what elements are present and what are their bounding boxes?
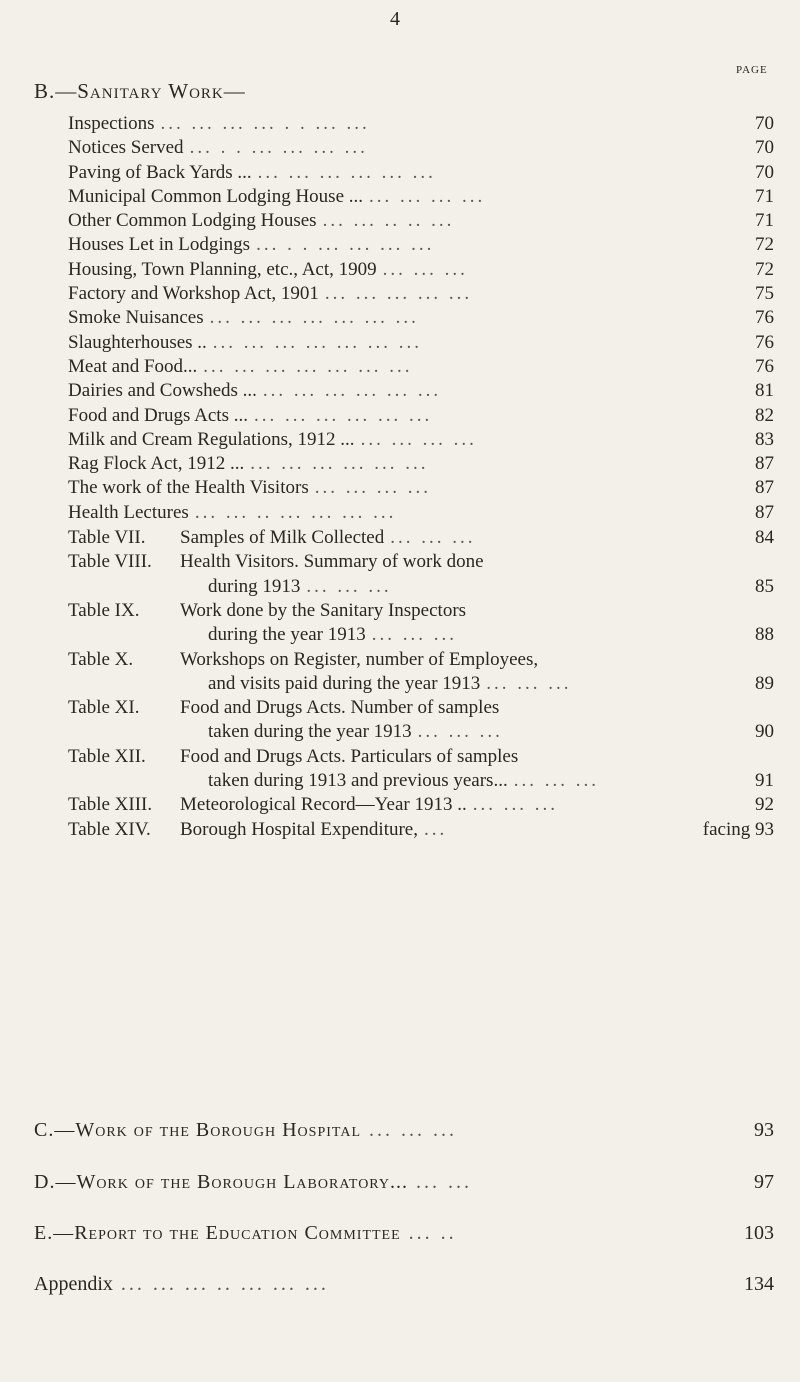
toc-entry[interactable]	[68, 380, 774, 404]
entry-label: Inspections	[68, 113, 155, 134]
toc-entry[interactable]	[68, 283, 774, 307]
table-entry-line	[180, 672, 774, 696]
page-ref: 93	[754, 1119, 774, 1141]
table-entry-text: Borough Hospital Expenditure,	[180, 818, 418, 840]
table-entry-body	[180, 550, 774, 599]
dot-leader: ... ... ... ... ... ... ...	[209, 307, 419, 329]
table-entry[interactable]	[68, 648, 774, 697]
page-ref: 103	[744, 1222, 774, 1244]
dot-leader: ... ... ...	[306, 575, 392, 597]
table-entry-body	[180, 696, 774, 745]
table-entry[interactable]	[68, 696, 774, 745]
dot-leader: ... ... ... ... ... ... ...	[212, 331, 423, 353]
table-entry-body	[180, 648, 774, 697]
toc-entry[interactable]	[68, 307, 774, 331]
dot-leader: ... . . ... ... ... ...	[256, 234, 435, 256]
entry-label: Meat and Food...	[68, 355, 198, 377]
table-entry-line	[180, 599, 774, 623]
page-ref: 72	[755, 234, 774, 256]
toc-entry[interactable]	[68, 234, 774, 258]
page-ref: 87	[755, 501, 774, 523]
table-entry-body	[180, 599, 774, 648]
page-ref: 71	[755, 210, 774, 232]
dot-leader: ... ... ...	[417, 721, 503, 743]
entry-label: The work of the Health Visitors	[68, 477, 309, 499]
page-ref: 76	[755, 307, 774, 329]
dot-leader: ... ... ... ...	[360, 428, 477, 450]
dot-leader: ... ... ... ... ... ...	[262, 380, 442, 402]
entry-label: Health Lectures	[68, 501, 189, 523]
page-column-label: PAGE	[736, 64, 768, 76]
toc-entry[interactable]	[68, 137, 774, 161]
dot-leader: ... ..	[408, 1222, 457, 1244]
page-ref: 70	[755, 137, 774, 159]
table-entry[interactable]	[68, 550, 774, 599]
page-ref: 70	[755, 161, 774, 183]
table-entry-text: during 1913	[208, 575, 301, 597]
section-d[interactable]	[34, 1171, 774, 1194]
entry-label: Smoke Nuisances	[68, 307, 204, 329]
table-entry-text: Food and Drugs Acts. Number of samples	[180, 697, 500, 719]
entry-label: Houses Let in Lodgings	[68, 234, 251, 256]
table-entry-text: Workshops on Register, number of Employees,	[180, 648, 539, 670]
page-ref: 84	[755, 527, 774, 549]
toc-entry[interactable]	[68, 113, 774, 137]
dot-leader: ... ... ...	[369, 1119, 457, 1141]
toc-entry[interactable]	[68, 186, 774, 210]
table-number: Table VII.	[68, 527, 146, 549]
entry-label: Housing, Town Planning, etc., Act, 1909	[68, 258, 377, 280]
table-entry-line	[180, 623, 774, 647]
table-entry-text: Samples of Milk Collected	[180, 527, 385, 549]
section-label: C.—Work of the Borough Hospital	[34, 1119, 361, 1141]
toc-entry[interactable]	[68, 429, 774, 453]
dot-leader: ... ... ... ... ... ... ...	[203, 355, 413, 377]
table-entry-text: Work done by the Sanitary Inspectors	[180, 599, 467, 621]
table-entry-line	[180, 818, 774, 842]
dot-leader: ...	[424, 818, 448, 840]
table-entry-text: during the year 1913	[208, 624, 366, 646]
page-ref: 70	[755, 113, 774, 134]
table-entry-text: and visits paid during the year 1913	[208, 672, 481, 694]
page-ref: 91	[755, 770, 774, 792]
toc-entry[interactable]	[68, 162, 774, 186]
entry-label: Paving of Back Yards ...	[68, 161, 252, 183]
table-entry-line	[180, 550, 774, 574]
entry-label: Other Common Lodging Houses	[68, 210, 317, 232]
entry-label: Notices Served	[68, 137, 184, 159]
table-entry-line	[180, 696, 774, 720]
page-ref: 88	[755, 624, 774, 646]
table-number: Table XII.	[68, 745, 146, 767]
dot-leader: ... ... ... ... . . ... ...	[160, 113, 370, 134]
table-number: Table XIV.	[68, 818, 151, 840]
dot-leader: ... ... ...	[472, 794, 558, 816]
table-entry[interactable]	[68, 745, 774, 794]
page-ref: 76	[755, 355, 774, 377]
toc-entry[interactable]	[68, 356, 774, 380]
page-ref: 85	[755, 575, 774, 597]
table-entry-body	[180, 793, 774, 817]
dot-leader: ... ... ...	[382, 258, 468, 280]
table-entry-text: Food and Drugs Acts. Particulars of samples	[180, 745, 519, 767]
table-entry-line	[180, 769, 774, 793]
table-entry-body	[180, 745, 774, 794]
entry-label: Food and Drugs Acts ...	[68, 404, 248, 426]
page-ref: 75	[755, 283, 774, 305]
entry-label: Municipal Common Lodging House ...	[68, 185, 364, 207]
page-ref: facing 93	[702, 818, 774, 840]
dot-leader: ... . . ... ... ... ...	[189, 137, 368, 159]
table-entry-text: Health Visitors. Summary of work done	[180, 551, 484, 573]
table-entry-line	[180, 526, 774, 550]
page-ref: 92	[755, 794, 774, 816]
toc-entry[interactable]	[68, 259, 774, 283]
section-label: E.—Report to the Education Committee	[34, 1222, 401, 1244]
entry-label: Factory and Workshop Act, 1901	[68, 283, 319, 305]
page-ref: 87	[755, 453, 774, 475]
toc-entry[interactable]	[68, 405, 774, 429]
table-entry-line	[180, 720, 774, 744]
dot-leader: ... ... ...	[513, 770, 599, 792]
entry-label: Slaughterhouses ..	[68, 331, 207, 353]
dot-leader: ... ... ... ... ... ...	[250, 453, 429, 475]
table-entry[interactable]	[68, 599, 774, 648]
entry-label: Milk and Cream Regulations, 1912 ...	[68, 428, 355, 450]
table-entry[interactable]	[68, 526, 774, 550]
dot-leader: ... ... ...	[390, 527, 476, 549]
table-entry-text: Meteorological Record—Year 1913 ..	[180, 794, 467, 816]
appendix[interactable]	[34, 1273, 774, 1296]
page-ref: 97	[754, 1171, 774, 1193]
section-e[interactable]	[34, 1222, 774, 1245]
section-c[interactable]	[34, 1119, 774, 1142]
section-b-title: B.—Sanitary Work—	[34, 79, 246, 103]
table-entry-line	[180, 745, 774, 769]
page-number: 4	[390, 8, 400, 30]
table-entry-line	[180, 793, 774, 817]
page-ref: 90	[755, 721, 774, 743]
table-entry-line	[180, 648, 774, 672]
section-label: Appendix	[34, 1273, 113, 1295]
dot-leader: ... ... ...	[371, 624, 458, 646]
dot-leader: ... ... ... ...	[369, 185, 486, 207]
dot-leader: ... ... ... ... ...	[324, 283, 473, 305]
table-number: Table IX.	[68, 599, 140, 621]
toc-entry[interactable]	[68, 453, 774, 477]
entry-label: Rag Flock Act, 1912 ...	[68, 453, 245, 475]
dot-leader: ... ... .. .. ...	[322, 210, 455, 232]
page-ref: 89	[755, 672, 774, 694]
dot-leader: ... ... ... ...	[314, 477, 431, 499]
dot-leader: ... ... ... .. ... ... ...	[120, 1273, 329, 1295]
section-label: D.—Work of the Borough Laboratory...	[34, 1171, 408, 1193]
dot-leader: ... ... ... ... ... ...	[253, 404, 433, 426]
entry-label: Dairies and Cowsheds ...	[68, 380, 257, 402]
table-entry-body	[180, 818, 774, 842]
page-ref: 76	[755, 331, 774, 353]
toc-entry[interactable]	[68, 332, 774, 356]
dot-leader: ... ... ... ... ... ...	[257, 161, 436, 183]
toc-entry[interactable]	[68, 210, 774, 234]
section-b-entries	[68, 113, 774, 842]
page-ref: 83	[755, 428, 774, 450]
page-ref: 134	[744, 1273, 774, 1295]
table-entry[interactable]	[68, 793, 774, 817]
page-ref: 82	[755, 404, 774, 426]
table-entry-text: taken during 1913 and previous years...	[208, 770, 508, 792]
table-entry[interactable]	[68, 818, 774, 842]
table-number: Table X.	[68, 648, 134, 670]
page-ref: 87	[755, 477, 774, 499]
dot-leader: ... ...	[415, 1171, 472, 1193]
table-number: Table VIII.	[68, 551, 152, 573]
dot-leader: ... ... ...	[486, 672, 572, 694]
table-entry-text: taken during the year 1913	[208, 721, 412, 743]
page-ref: 71	[755, 185, 774, 207]
page-ref: 72	[755, 258, 774, 280]
dot-leader: ... ... .. ... ... ... ...	[194, 501, 397, 523]
table-number: Table XIII.	[68, 794, 153, 816]
toc-entry[interactable]	[68, 477, 774, 501]
table-number: Table XI.	[68, 697, 140, 719]
table-entry-body	[180, 526, 774, 550]
toc-entry[interactable]	[68, 502, 774, 526]
table-entry-line	[180, 575, 774, 599]
page-ref: 81	[755, 380, 774, 402]
